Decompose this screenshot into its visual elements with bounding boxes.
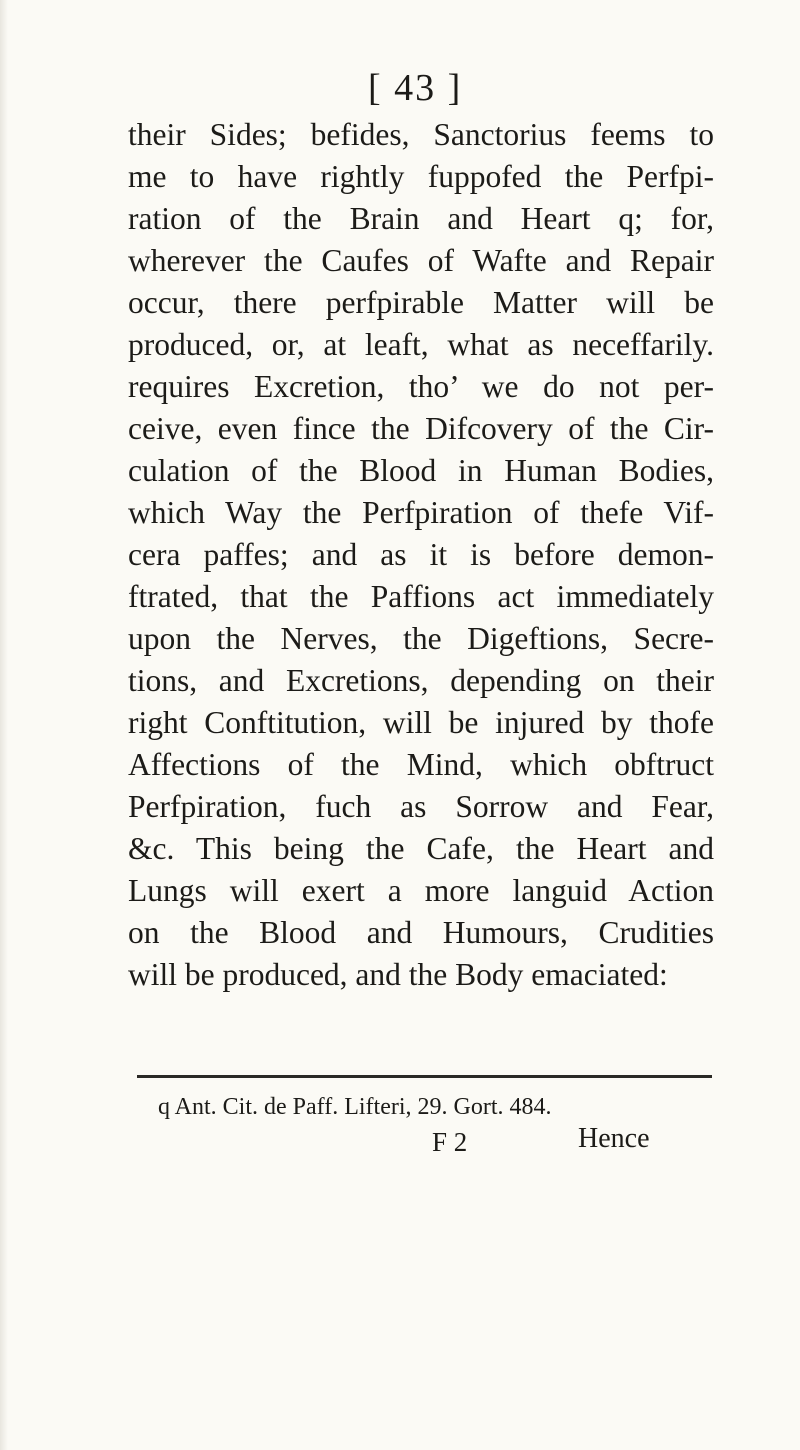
text-line: tions, and Excretions, depending on their: [128, 663, 714, 698]
text-line: ftrated, that the Paffions act immediately: [128, 579, 714, 614]
text-line: requires Excretion, tho’ we do not per-: [128, 369, 714, 404]
text-line: produced, or, at leaft, what as neceffarily.: [128, 327, 714, 362]
text-line: occur, there perfpirable Matter will be: [128, 285, 714, 320]
text-line: cera paffes; and as it is before demon-: [128, 537, 714, 572]
footnote: q Ant. Cit. de Paff. Lifteri, 29. Gort. 484.: [158, 1094, 552, 1120]
footnote-rule: [137, 1075, 712, 1078]
text-line: me to have rightly fuppofed the Perfpi-: [128, 159, 714, 194]
text-line: right Conftitution, will be injured by thofe: [128, 705, 714, 740]
text-line: &c. This being the Cafe, the Heart and: [128, 831, 714, 866]
text-line: ceive, even fince the Difcovery of the Cir-: [128, 411, 714, 446]
text-line: will be produced, and the Body emaciated:: [128, 957, 668, 992]
catchword: Hence: [578, 1123, 650, 1154]
text-line: Lungs will exert a more languid Action: [128, 873, 714, 908]
text-line: on the Blood and Humours, Crudities: [128, 915, 714, 950]
text-line: Affections of the Mind, which obftruct: [128, 747, 714, 782]
text-line: upon the Nerves, the Digeftions, Secre-: [128, 621, 714, 656]
page-edge-shadow: [0, 0, 8, 1450]
text-line: wherever the Caufes of Wafte and Repair: [128, 243, 714, 278]
signature-mark: F 2: [432, 1127, 468, 1157]
text-line: which Way the Perfpiration of thefe Vif-: [128, 495, 714, 530]
text-line: Perfpiration, fuch as Sorrow and Fear,: [128, 789, 714, 824]
text-line: ration of the Brain and Heart q; for,: [128, 201, 714, 236]
text-line: culation of the Blood in Human Bodies,: [128, 453, 714, 488]
page-number-header: [ 43 ]: [368, 67, 463, 109]
text-line: their Sides; befides, Sanctorius feems to: [128, 117, 714, 152]
